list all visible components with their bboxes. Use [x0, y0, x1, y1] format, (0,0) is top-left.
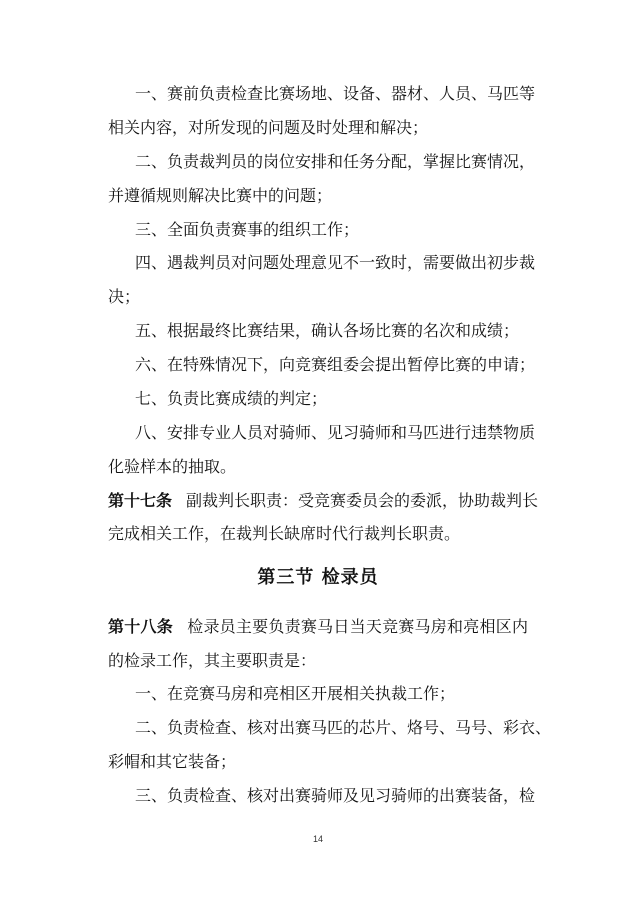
list-item-line: 八、安排专业人员对骑师、见习骑师和马匹进行违禁物质 [135, 423, 536, 442]
section-title: 第三节 检录员 [257, 567, 379, 588]
list-item-line: 四、遇裁判员对问题处理意见不一致时，需要做出初步裁 [135, 253, 536, 272]
list-item-line: 二、负责裁判员的岗位安排和任务分配，掌握比赛情况， [135, 152, 536, 171]
list-item-line: 并遵循规则解决比赛中的问题； [108, 186, 333, 205]
list-item-line: 二、负责检查、核对出赛马匹的芯片、烙号、马号、彩衣、 [135, 718, 552, 737]
list-item-line: 五、根据最终比赛结果，确认各场比赛的名次和成绩； [135, 321, 520, 340]
list-item-line: 相关内容，对所发现的问题及时处理和解决； [108, 118, 429, 137]
article-text: 检录员主要负责赛马日当天竞赛马房和亮相区内 [186, 617, 528, 636]
article-text-line: 的检录工作，其主要职责是： [108, 651, 317, 670]
list-item-line: 三、负责检查、核对出赛骑师及见习骑师的出赛装备，检 [135, 786, 536, 805]
list-item-line: 化验样本的抽取。 [108, 457, 237, 476]
list-item-line: 彩帽和其它装备； [108, 752, 237, 771]
article-text-line: 完成相关工作，在裁判长缺席时代行裁判长职责。 [108, 524, 461, 543]
list-item-line: 决； [108, 287, 141, 306]
list-item-line: 三、全面负责赛事的组织工作； [135, 220, 360, 239]
list-item-line: 一、赛前负责检查比赛场地、设备、器材、人员、马匹等 [135, 84, 536, 103]
article-text: 副裁判长职责：受竞赛委员会的委派，协助裁判长 [186, 491, 539, 510]
article-heading: 第十七条 [108, 491, 173, 510]
article-heading: 第十八条 [108, 617, 173, 636]
list-item-line: 一、在竞赛马房和亮相区开展相关执裁工作； [135, 684, 456, 703]
article-18 [108, 617, 528, 637]
list-item-line: 六、在特殊情况下，向竞赛组委会提出暂停比赛的申请； [135, 355, 536, 374]
page-number: 14 [312, 834, 323, 844]
list-item-line: 七、负责比赛成绩的判定； [135, 389, 328, 408]
article-17 [108, 491, 539, 511]
